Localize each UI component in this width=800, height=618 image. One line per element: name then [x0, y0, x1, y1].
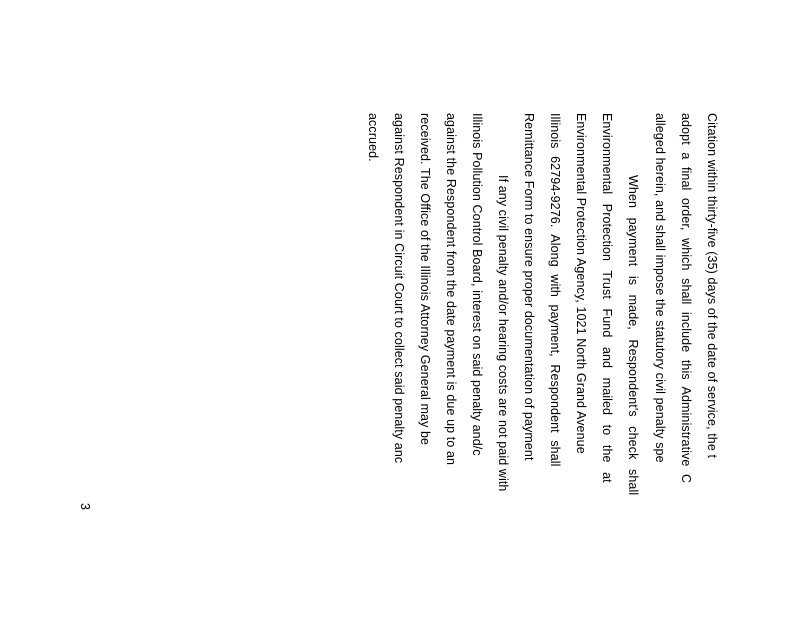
document-page: Citation within thirty-five (35) days of the date of service, the t adopt a final order, which shall include this Administrative C alleged herein, and shall impose the statutory civil penalty spe When payment is made, Respondent's check shall Environmental Protection Trust Fund and mailed to the at Environmental Protection Agency, 1021 North Grand Avenue Illinois 62794-9276. Along with payment, Respondent shall Remittance Form to ensure proper documentation of payment If any civil penalty and/or hearing costs are not paid with Illinois Pollution Control Board, interest on said penalty and/c against the Respondent from the date payment is due up to an received. The Office of the Illinois Attorney General may be against Respondent in Circuit Court to collect said penalty anc accrued. 3 — [0, 0, 800, 618]
